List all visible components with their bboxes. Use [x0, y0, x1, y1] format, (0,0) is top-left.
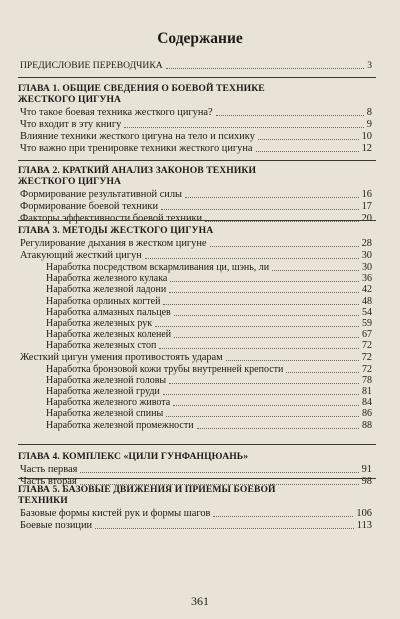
toc-entry-label: Наработка железных стоп [46, 340, 157, 352]
toc-entry-label: Наработка железной головы [46, 374, 167, 386]
toc-entry-page: 81 [362, 386, 372, 397]
section-divider [18, 478, 376, 479]
toc-entry-page: 48 [362, 295, 372, 307]
toc-entry [20, 143, 372, 155]
dot-leader [170, 281, 359, 282]
dot-leader [216, 115, 364, 116]
toc-entry [20, 119, 372, 131]
toc-entry [20, 201, 372, 213]
page-number: 361 [191, 594, 209, 608]
toc-entry [46, 273, 372, 285]
toc-entry [46, 420, 372, 432]
section-divider [18, 220, 376, 221]
dot-leader [185, 197, 359, 198]
toc-entry-label: Что входит в эту книгу [20, 119, 122, 130]
dot-leader [272, 270, 359, 271]
toc-entry [20, 213, 372, 225]
section-divider [18, 444, 376, 445]
dot-leader [155, 326, 359, 327]
toc-entry [46, 386, 372, 398]
toc-entry [20, 508, 372, 520]
toc-entry-page: 67 [362, 329, 372, 341]
toc-entry-page: 10 [361, 131, 372, 142]
toc-entry [20, 464, 372, 476]
toc-entry [46, 408, 372, 420]
toc-entry-label: Наработка орлиных когтей [46, 295, 161, 307]
toc-entry [46, 296, 372, 308]
toc-entry-page: 86 [362, 408, 372, 420]
toc-entry [46, 262, 372, 274]
toc-entry [46, 364, 372, 376]
chapter-heading: ЖЕСТКОГО ЦИГУНА [18, 94, 122, 105]
dot-leader [174, 315, 359, 316]
toc-entry-page: 12 [361, 143, 372, 154]
toc-entry [20, 189, 372, 201]
toc-entry-page: 16 [361, 189, 372, 200]
toc-entry-page: 42 [362, 284, 372, 296]
toc-entry-label: Наработка посредством вскармливания ци, шэнь, ли [46, 262, 270, 273]
toc-entry-label: Атакующий жесткий цигун [20, 250, 142, 261]
toc-entry-label: Базовые формы кистей рук и формы шагов [20, 508, 211, 519]
section-divider [18, 160, 376, 161]
toc-entry [46, 307, 372, 319]
dot-leader [210, 246, 359, 247]
toc-entry [46, 397, 372, 409]
toc-entry-label: Боевые позиции [20, 520, 93, 531]
dot-leader [205, 221, 358, 222]
toc-entry-label: Наработка железной спины [46, 408, 164, 420]
toc-entry [20, 250, 372, 262]
toc-entry-page: 30 [361, 250, 372, 261]
toc-entry-page: 59 [362, 318, 372, 329]
toc-entry-page: 84 [362, 397, 372, 409]
dot-leader [163, 304, 359, 305]
toc-entry-page: 72 [361, 351, 372, 363]
toc-entry-page: 72 [362, 340, 372, 352]
dot-leader [145, 258, 359, 259]
toc-entry-page: 98 [361, 476, 372, 487]
dot-leader [169, 292, 359, 293]
toc-entry-label: Формирование боевой техники [20, 201, 159, 212]
toc-entry-page: 17 [361, 201, 372, 212]
dot-leader [226, 360, 359, 361]
toc-entry-page: 72 [362, 363, 372, 375]
toc-entry [20, 520, 372, 532]
section-divider [18, 77, 376, 78]
chapter-heading: ГЛАВА 5. БАЗОВЫЕ ДВИЖЕНИЯ И ПРИЕМЫ БОЕВОЙ [18, 484, 276, 495]
toc-entry-label: Часть первая [20, 464, 78, 475]
chapter-heading: ГЛАВА 2. КРАТКИЙ АНАЛИЗ ЗАКОНОВ ТЕХНИКИ [18, 165, 257, 176]
toc-entry-page: 20 [361, 213, 372, 224]
toc-entry-label: Наработка железной промежности [46, 419, 194, 431]
toc-entry-page: 8 [366, 107, 372, 118]
chapter-heading: ГЛАВА 1. ОБЩИЕ СВЕДЕНИЯ О БОЕВОЙ ТЕХНИКЕ [18, 83, 265, 94]
chapter-heading: ЖЕСТКОГО ЦИГУНА [18, 176, 122, 187]
dot-leader [80, 472, 358, 473]
toc-entry [46, 284, 372, 296]
dot-leader [169, 383, 359, 384]
toc-entry-page: 106 [356, 508, 372, 519]
page-title: Содержание [157, 30, 243, 47]
dot-leader [124, 127, 363, 128]
toc-entry-label: Наработка железной ладони [46, 284, 167, 296]
chapter-heading: ТЕХНИКИ [18, 495, 68, 506]
toc-entry-label: Что такое боевая техника жесткого цигуна? [20, 107, 213, 118]
toc-entry-page: 113 [356, 520, 372, 531]
toc-entry-label: Регулирование дыхания в жестком цигуне [20, 238, 207, 249]
dot-leader [166, 68, 365, 69]
toc-entry-page: 91 [361, 464, 372, 475]
dot-leader [166, 416, 359, 417]
toc-entry-page: 3 [367, 60, 372, 71]
toc-entry [20, 60, 372, 72]
toc-entry-page: 54 [362, 306, 372, 318]
toc-entry-label: Наработка железной груди [46, 386, 160, 397]
toc-entry-page: 9 [366, 119, 372, 130]
dot-leader [213, 516, 353, 517]
chapter-heading: ГЛАВА 4. КОМПЛЕКС «ЦИЛИ ГУНФАНЦЮАНЬ» [18, 451, 249, 462]
dot-leader [161, 209, 359, 210]
toc-entry-page: 30 [362, 262, 372, 273]
dot-leader [159, 348, 359, 349]
toc-entry-page: 28 [361, 238, 372, 249]
toc-entry-label: Формирование результативной силы [20, 189, 183, 200]
toc-entry-page: 78 [362, 374, 372, 386]
toc-entry [46, 340, 372, 352]
toc-entry [20, 352, 372, 364]
toc-entry-label: Наработка алмазных пальцев [46, 306, 171, 318]
dot-leader [163, 394, 359, 395]
toc-entry-label: Наработка железного кулака [46, 273, 168, 285]
toc-entry-label: Часть вторая [20, 476, 77, 487]
toc-entry [20, 131, 372, 143]
toc-entry-label: Влияние техники жесткого цигуна на тело и психику [20, 131, 255, 142]
toc-entry-label: Факторы эффективности боевой техники [20, 213, 203, 224]
chapter-heading: ГЛАВА 3. МЕТОДЫ ЖЕСТКОГО ЦИГУНА [18, 225, 214, 236]
toc-entry [20, 238, 372, 250]
dot-leader [256, 151, 359, 152]
toc-entry-label: Наработка железных рук [46, 318, 153, 329]
dot-leader [286, 372, 359, 373]
dot-leader [174, 337, 359, 338]
dot-leader [197, 428, 359, 429]
toc-entry-label: Наработка железного живота [46, 397, 171, 409]
toc-entry [46, 375, 372, 387]
toc-entry-label: Жесткий цигун умения противостоять ударам [20, 351, 223, 363]
dot-leader [258, 139, 359, 140]
toc-entry-label: ПРЕДИСЛОВИЕ ПЕРЕВОДЧИКА [20, 60, 163, 71]
dot-leader [95, 528, 354, 529]
dot-leader [173, 405, 359, 406]
toc-entry [46, 329, 372, 341]
toc-entry-label: Наработка бронзовой кожи трубы внутренней крепости [46, 363, 284, 375]
toc-entry [20, 107, 372, 119]
toc-entry-label: Что важно при тренировке техники жесткого цигуна [20, 143, 253, 154]
toc-entry [46, 318, 372, 330]
toc-entry-page: 36 [362, 273, 372, 285]
toc-entry-label: Наработка железных коленей [46, 329, 172, 341]
toc-entry-page: 88 [362, 419, 372, 431]
